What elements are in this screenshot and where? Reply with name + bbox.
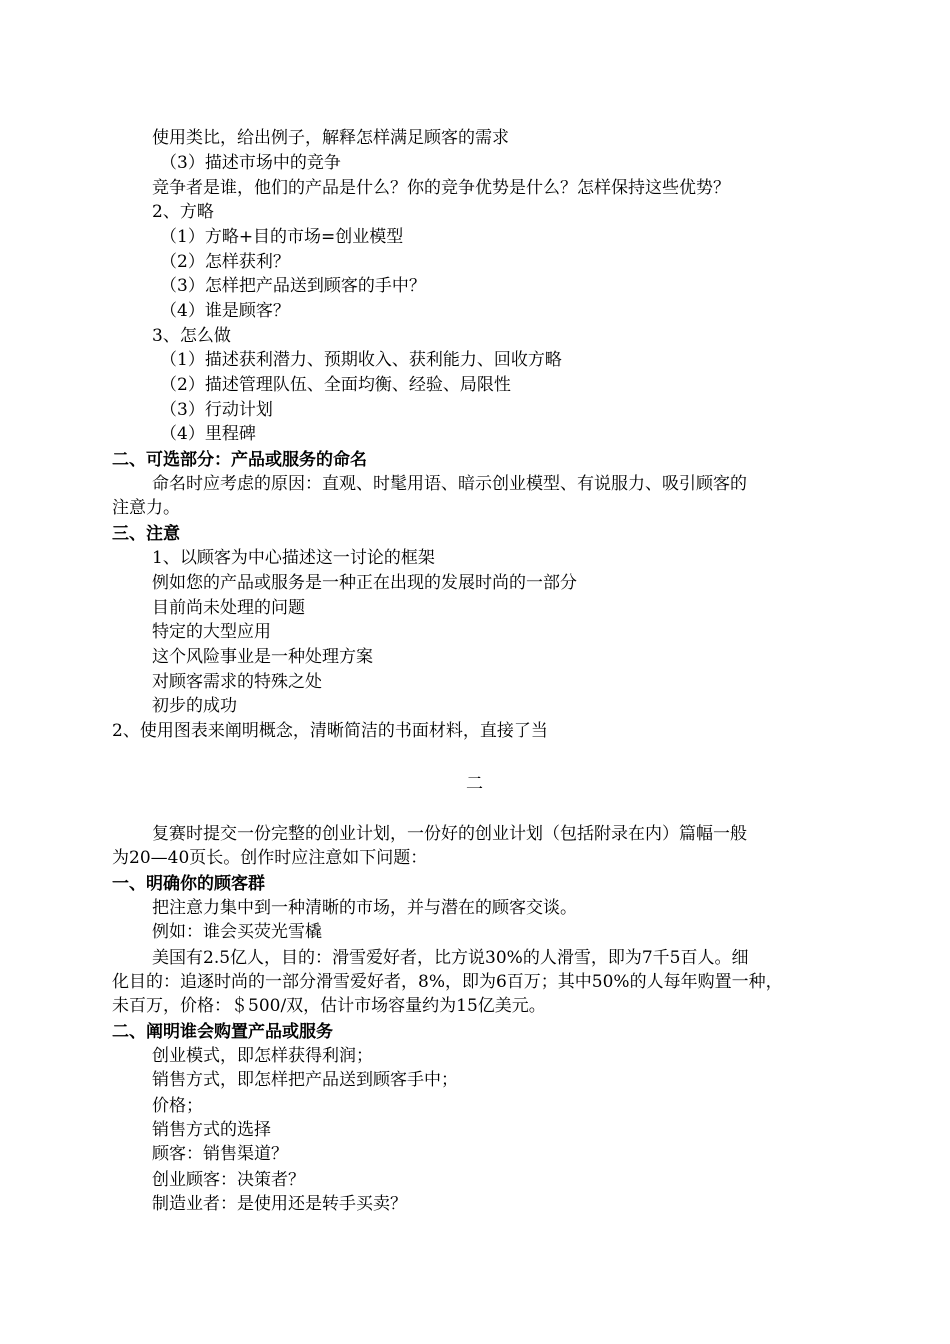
text-line: 化目的：追逐时尚的一部分滑雪爱好者，8%，即为6百万；其中50%的人每年购置一种，: [112, 972, 783, 992]
text-line: 竞争者是谁，他们的产品是什么？你的竞争优势是什么？怎样保持这些优势？: [152, 178, 730, 198]
section-heading: 二、阐明谁会购置产品或服务: [112, 1022, 333, 1042]
text-line: 命名时应考虑的原因：直观、时髦用语、暗示创业模型、有说服力、吸引顾客的: [152, 474, 747, 494]
text-line: 创业顾客：决策者？: [152, 1170, 305, 1190]
text-line: （2）怎样获利？: [160, 252, 290, 272]
text-line: 注意力。: [112, 498, 180, 518]
text-line: 例如您的产品或服务是一种正在出现的发展时尚的一部分: [152, 573, 577, 593]
text-line: （4）里程碑: [160, 424, 256, 444]
text-line: 目前尚未处理的问题: [152, 598, 305, 618]
text-line: （4）谁是顾客？: [160, 301, 290, 321]
text-line: （2）描述管理队伍、全面均衡、经验、局限性: [160, 375, 511, 395]
text-line: 1、以顾客为中心描述这一讨论的框架: [152, 548, 435, 568]
section-heading: 三、注意: [112, 524, 180, 544]
text-line: 这个风险事业是一种处理方案: [152, 647, 373, 667]
text-line: （1）方略+目的市场=创业模型: [160, 227, 404, 247]
text-line: 销售方式，即怎样把产品送到顾客手中；: [152, 1070, 458, 1090]
text-line: 使用类比，给出例子，解释怎样满足顾客的需求: [152, 128, 509, 148]
text-line: 初步的成功: [152, 696, 237, 716]
text-line: 顾客：销售渠道？: [152, 1144, 288, 1164]
text-line: 制造业者：是使用还是转手买卖？: [152, 1194, 407, 1214]
section-heading: 二、可选部分：产品或服务的命名: [112, 450, 367, 470]
text-line: 为20—40页长。创作时应注意如下问题：: [112, 848, 428, 868]
section-heading: 一、明确你的顾客群: [112, 874, 265, 894]
text-line: 例如：谁会买荧光雪橇: [152, 922, 322, 942]
text-line: （1）描述获利潜力、预期收入、获利能力、回收方略: [160, 350, 562, 370]
text-line: 未百万，价格：＄500/双，估计市场容量约为15亿美元。: [112, 996, 546, 1016]
text-line: （3）怎样把产品送到顾客的手中？: [160, 276, 426, 296]
text-line: 特定的大型应用: [152, 622, 271, 642]
text-line: 复赛时提交一份完整的创业计划，一份好的创业计划（包括附录在内）篇幅一般: [152, 824, 747, 844]
text-line: 2、使用图表来阐明概念，清晰简洁的书面材料，直接了当: [112, 721, 548, 741]
text-line: （3）描述市场中的竞争: [160, 153, 341, 173]
text-line: 美国有2.5亿人，目的：滑雪爱好者，比方说30%的人滑雪，即为7千5百人。细: [152, 948, 749, 968]
text-line: 3、怎么做: [152, 326, 231, 346]
text-line: 价格；: [152, 1096, 203, 1116]
text-line: 创业模式，即怎样获得利润；: [152, 1046, 373, 1066]
text-line: 把注意力集中到一种清晰的市场，并与潜在的顾客交谈。: [152, 898, 577, 918]
text-line: （3）行动计划: [160, 400, 273, 420]
page-section-number: 二: [466, 774, 483, 794]
text-line: 对顾客需求的特殊之处: [152, 672, 322, 692]
text-line: 2、方略: [152, 202, 214, 222]
text-line: 销售方式的选择: [152, 1120, 271, 1140]
